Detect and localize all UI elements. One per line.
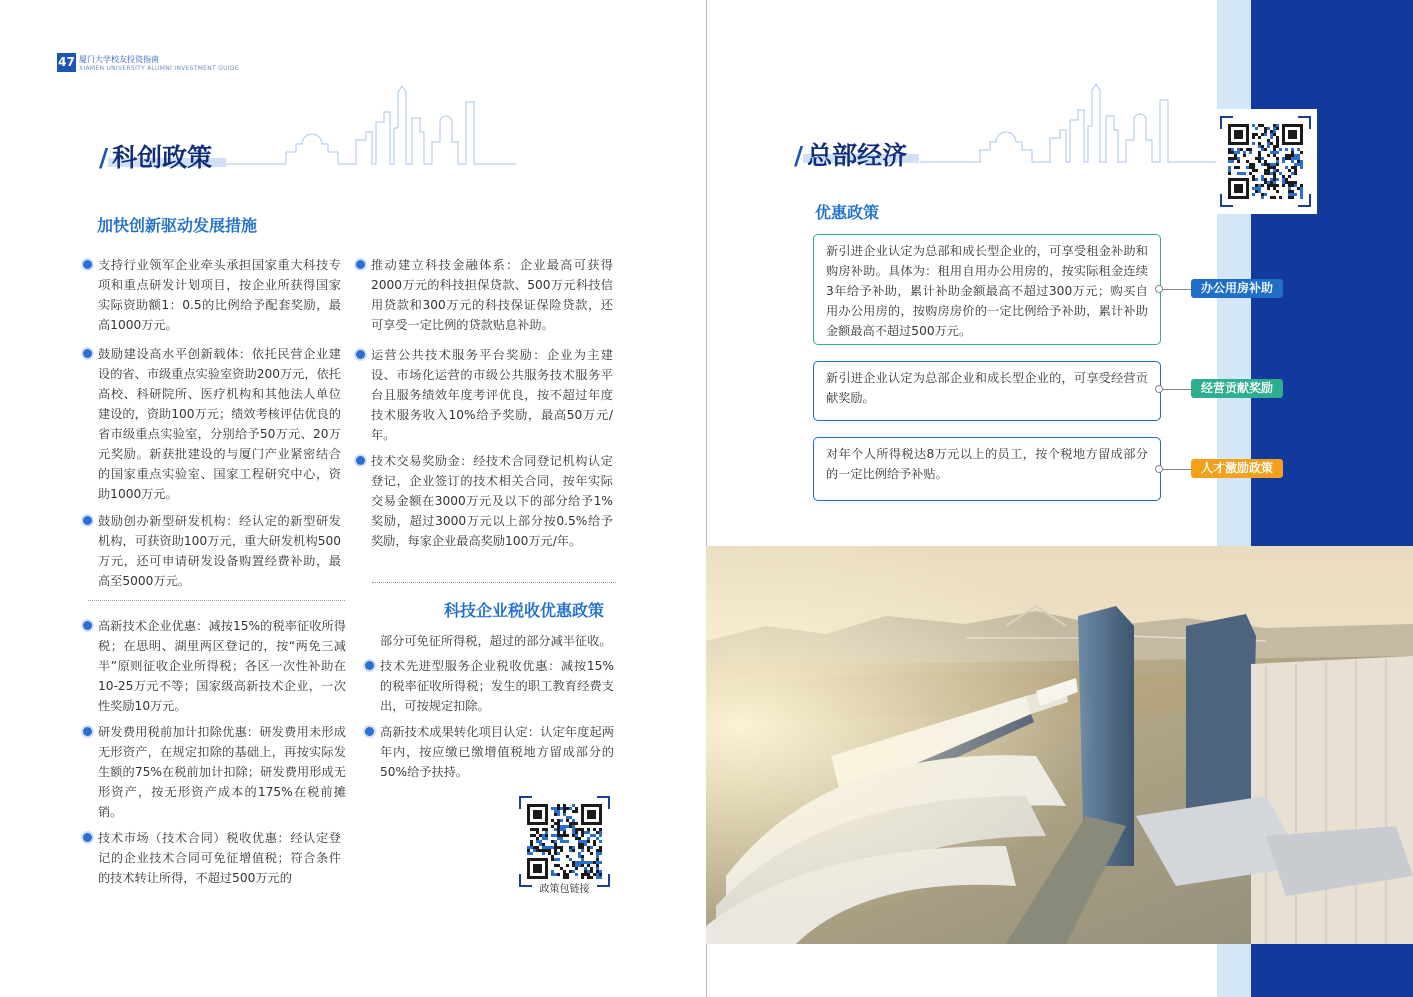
connector-line [1161, 389, 1191, 390]
tag-office-subsidy: 办公用房补助 [1191, 279, 1283, 298]
policy-item: 推动建立科技金融体系：企业最高可获得2000万元的科技担保贷款、500万元科技信用贷款和300万元的科技保证保险贷款，还可享受一定比例的贷款贴息补助。 [371, 255, 613, 335]
bullet-icon [83, 621, 92, 630]
bullet-icon [356, 456, 365, 465]
bullet-icon [83, 260, 92, 269]
policy-item: 技术先进型服务企业税收优惠：减按15%的税率征收所得税；发生的职工教育经费支出，可按规定扣除。 [380, 656, 614, 716]
connector-dot [1155, 385, 1163, 393]
bullet-icon [83, 516, 92, 525]
bullet-icon [83, 349, 92, 358]
policy-item: 技术交易奖励金：经技术合同登记机构认定登记，企业签订的技术相关合同，按年实际交易金额在3000万元及以下的部分给予1%奖励，超过3000万元以上部分按0.5%给予奖励，每家企业最高奖励100万元/年。 [371, 451, 613, 551]
policy-item: 支持行业领军企业牵头承担国家重大科技专项和重点研发计划项目，按企业所获得国家实际资助额1：0.5的比例给予配套奖励，最高1000万元。 [98, 255, 341, 335]
bullet-icon [356, 350, 365, 359]
xiamen-port-photo [706, 546, 1413, 944]
bullet-icon [365, 727, 374, 736]
tag-contribution-reward: 经营贡献奖励 [1191, 379, 1283, 398]
policy-item: 部分可免征所得税，超过的部分减半征收。 [380, 634, 612, 648]
skyline-decoration-right [920, 82, 1217, 166]
connector-dot [1155, 465, 1163, 473]
policy-item: 鼓励创办新型研发机构：经认定的新型研发机构，可获资助100万元，重大研发机构500万元，还可申请研发设备购置经费补助，最高至5000万元。 [98, 511, 341, 591]
bullet-icon [83, 833, 92, 842]
skyline-decoration-left [226, 82, 516, 166]
policy-item: 技术市场（技术合同）税收优惠：经认定登记的企业技术合同可免征增值税；符合条件的技术转让所得，不超过500万元的 [98, 828, 341, 888]
divider [88, 600, 345, 601]
hq-policy-qr-code[interactable] [1219, 114, 1312, 209]
bullet-icon [356, 260, 365, 269]
guide-title-en: XIAMEN UNIVERSITY ALUMNI INVESTMENT GUIDE [79, 65, 239, 72]
policy-item: 研发费用税前加计扣除优惠：研发费用未形成无形资产，在规定扣除的基础上，再按实际发生额的75%在税前加计扣除；研发费用形成无形资产，按无形资产成本的175%在税前摊销。 [98, 722, 346, 822]
connector-dot [1155, 285, 1163, 293]
subtitle-innovation: 加快创新驱动发展措施 [97, 216, 258, 235]
policy-item: 鼓励建设高水平创新载体：依托民营企业建设的省、市级重点实验室资助200万元，依托高校、科研院所、医疗机构和其他法人单位建设的，资助100万元；绩效考核评估优良的省市级重点实验室，分别给予50万元、20万元奖励。新获批建设的与厦门产业紧密结合的国家重点实验室、国家工程研究中心，资助1000万元。 [98, 344, 341, 504]
section-title-tech: / 科创政策 [99, 143, 213, 172]
divider [372, 582, 616, 583]
benefit-box-contribution: 新引进企业认定为总部企业和成长型企业的，可享受经营贡献奖励。 [813, 361, 1161, 421]
benefit-box-office: 新引进企业认定为总部和成长型企业的，可享受租金补助和购房补助。具体为：租用自用办公用房的，按实际租金连续3年给予补助，累计补助金额最高不超过300万元；购买自用办公用房的，按购房房价的一定比例给予补助，累计补助金额最高不超过500万元。 [813, 234, 1161, 345]
qr-caption: 政策包链接 [539, 884, 590, 895]
tag-talent-incentive: 人才激励政策 [1191, 459, 1283, 478]
connector-line [1161, 289, 1191, 290]
policy-link-qr-code[interactable] [518, 795, 611, 888]
guide-title-cn: 厦门大学校友投资指南 [79, 55, 159, 64]
subtitle-preferential: 优惠政策 [815, 203, 880, 222]
connector-line [1161, 469, 1191, 470]
page-number: 47 [57, 53, 76, 72]
policy-item: 运营公共技术服务平台奖励：企业为主建设、市场化运营的市级公共服务技术服务平台且服务绩效年度考评优良，按不超过年度技术服务收入10%给予奖励，最高50万元/年。 [371, 345, 613, 445]
section-title-hq: / 总部经济 [794, 141, 908, 170]
benefit-box-talent: 对年个人所得税达8万元以上的员工，按个税地方留成部分的一定比例给予补贴。 [813, 437, 1161, 501]
tax-policy-heading: 科技企业税收优惠政策 [444, 601, 605, 620]
bullet-icon [83, 727, 92, 736]
policy-item: 高新技术成果转化项目认定：认定年度起两年内，按应缴已缴增值税地方留成部分的50%给予扶持。 [380, 722, 614, 782]
bullet-icon [365, 661, 374, 670]
policy-item: 高新技术企业优惠：减按15%的税率征收所得税；在思明、湖里两区登记的，按“两免三减半”原则征收企业所得税；各区一次性补助在10-25万元不等；国家级高新技术企业，一次性奖励10万元。 [98, 616, 346, 716]
